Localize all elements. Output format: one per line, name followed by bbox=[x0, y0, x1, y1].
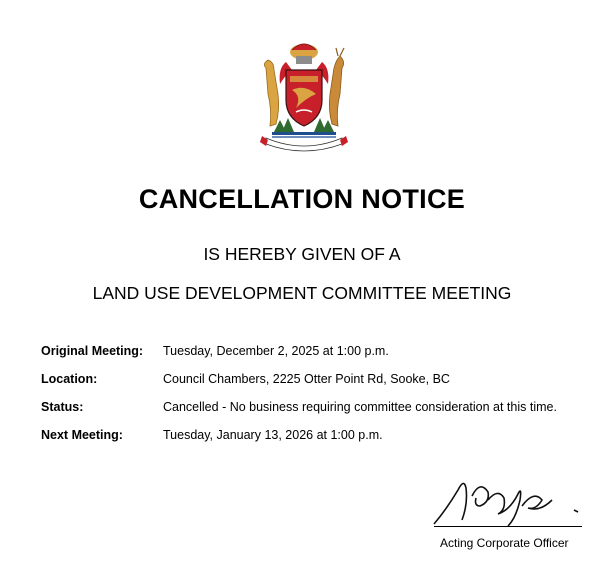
detail-value: Cancelled - No business requiring committee consideration at this time. bbox=[163, 400, 557, 414]
detail-value: Council Chambers, 2225 Otter Point Rd, Sooke, BC bbox=[163, 372, 450, 386]
detail-label: Status: bbox=[41, 400, 84, 414]
detail-label: Location: bbox=[41, 372, 98, 386]
handwritten-signature bbox=[428, 470, 596, 530]
detail-value: Tuesday, January 13, 2026 at 1:00 p.m. bbox=[163, 428, 383, 442]
notice-title: CANCELLATION NOTICE bbox=[138, 184, 466, 214]
coat-of-arms-logo bbox=[256, 38, 352, 152]
detail-label: Original Meeting: bbox=[41, 344, 144, 358]
signature-line bbox=[434, 526, 582, 527]
notice-subtitle-line1: IS HEREBY GIVEN OF A bbox=[203, 244, 401, 264]
signature-caption: Acting Corporate Officer bbox=[440, 536, 569, 550]
notice-subtitle-line2: LAND USE DEVELOPMENT COMMITTEE MEETING bbox=[92, 283, 512, 303]
detail-value: Tuesday, December 2, 2025 at 1:00 p.m. bbox=[163, 344, 389, 358]
detail-label: Next Meeting: bbox=[41, 428, 123, 442]
